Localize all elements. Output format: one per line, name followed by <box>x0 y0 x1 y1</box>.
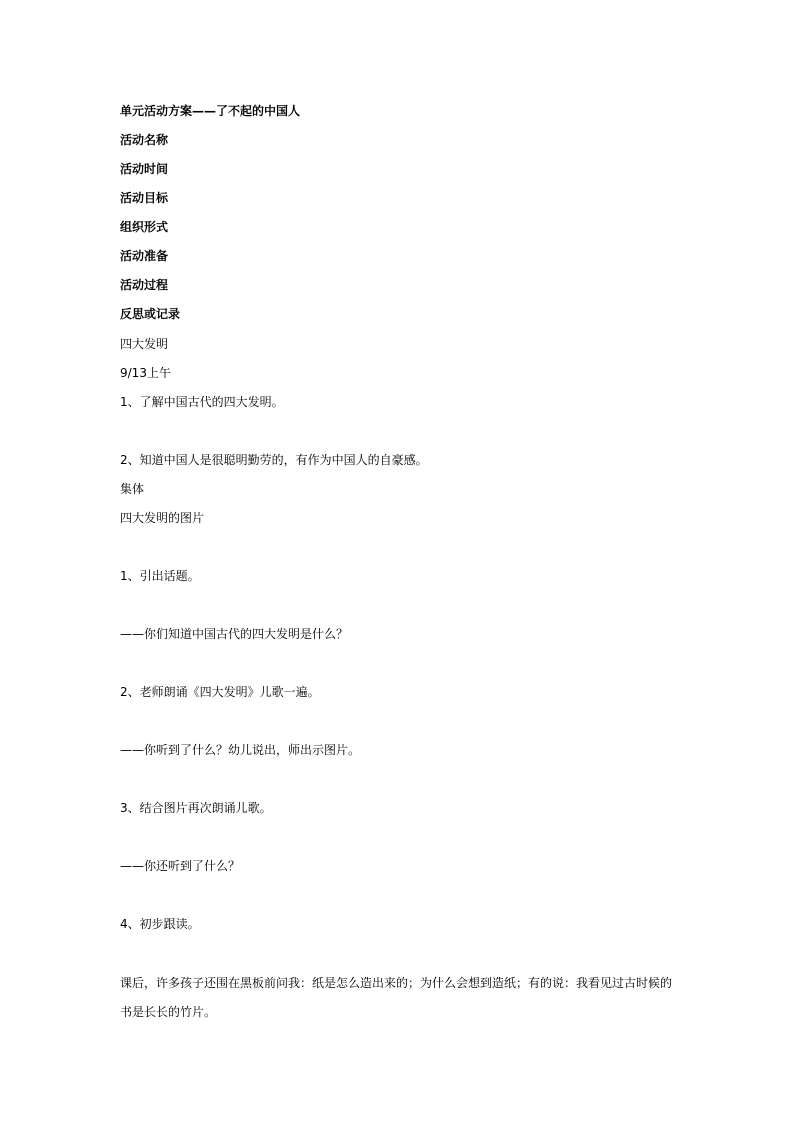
process-step-3-question: ——你还听到了什么？ <box>120 859 241 873</box>
heading-activity-prep: 活动准备 <box>120 249 169 263</box>
organization-form-value: 集体 <box>120 482 145 496</box>
activity-prep-value: 四大发明的图片 <box>120 511 205 525</box>
heading-organization-form: 组织形式 <box>120 220 169 234</box>
reflection-text: 课后，许多孩子还围在黑板前问我：纸是怎么造出来的；为什么会想到造纸；有的说：我看见过古时候的书是长长的竹片。 <box>120 976 673 1019</box>
heading-activity-process: 活动过程 <box>120 278 169 292</box>
process-step-1: 1、引出话题。 <box>120 569 200 583</box>
heading-activity-name: 活动名称 <box>120 133 169 147</box>
process-step-1-question: ——你们知道中国古代的四大发明是什么？ <box>120 627 349 641</box>
process-step-4: 4、初步跟读。 <box>120 917 200 931</box>
goal-item-2: 2、知道中国人是很聪明勤劳的，有作为中国人的自豪感。 <box>120 453 428 467</box>
process-step-2: 2、老师朗诵《四大发明》儿歌一遍。 <box>120 685 320 699</box>
goal-item-1: 1、了解中国古代的四大发明。 <box>120 395 284 409</box>
heading-activity-goal: 活动目标 <box>120 191 169 205</box>
process-step-2-question: ——你听到了什么？幼儿说出，师出示图片。 <box>120 743 361 757</box>
process-step-3: 3、结合图片再次朗诵儿歌。 <box>120 801 272 815</box>
heading-activity-time: 活动时间 <box>120 162 169 176</box>
heading-reflection: 反思或记录 <box>120 307 181 321</box>
activity-name-value: 四大发明 <box>120 337 169 351</box>
activity-time-value: 9/13上午 <box>120 366 171 380</box>
document-title: 单元活动方案——了不起的中国人 <box>120 104 301 118</box>
